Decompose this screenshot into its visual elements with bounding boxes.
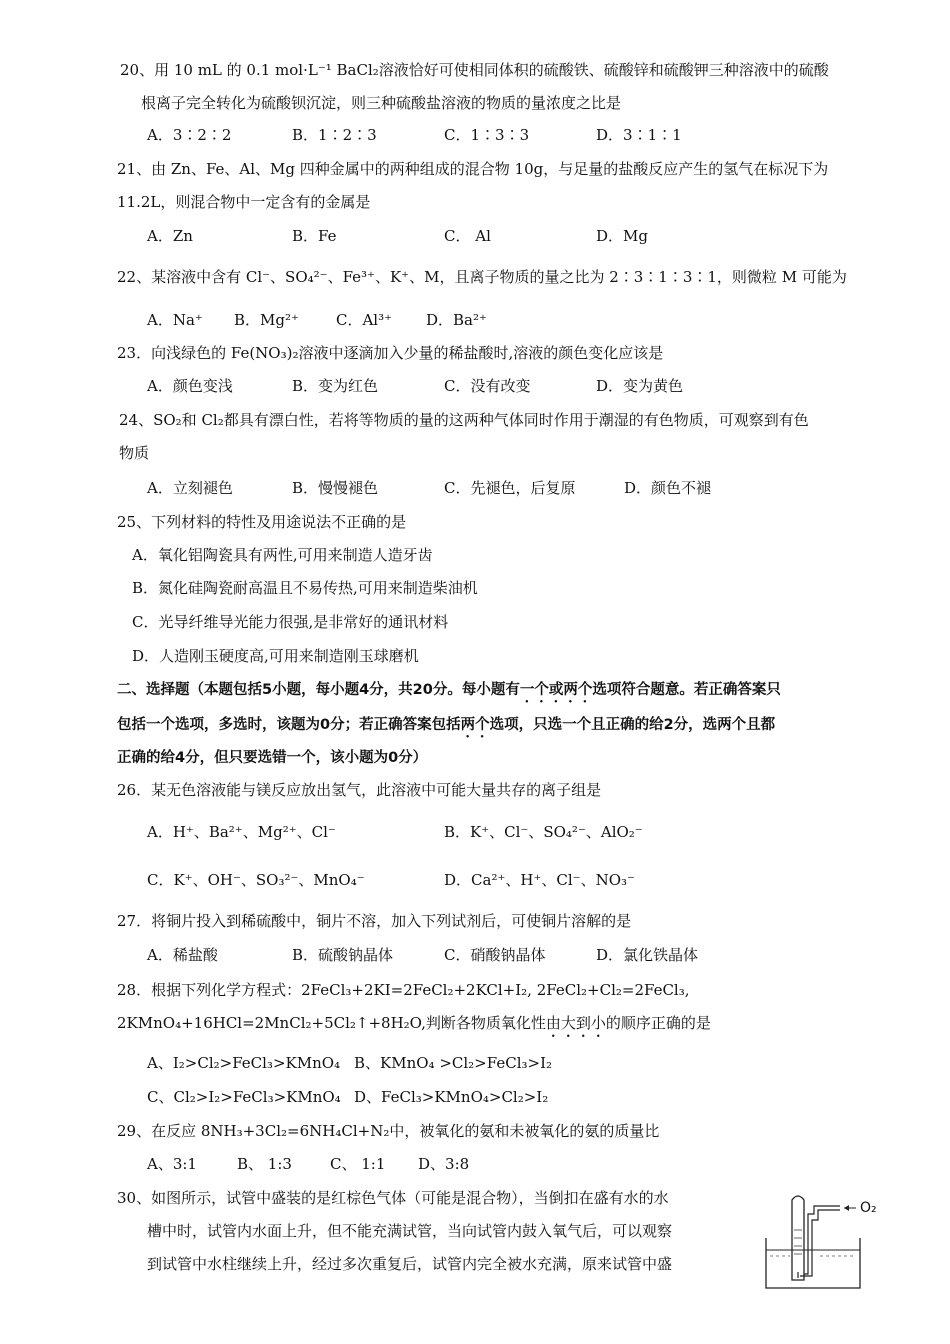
q27-line1: 27．将铜片投入到稀硫酸中，铜片不溶，加入下列试剂后，可使铜片溶解的是	[117, 912, 632, 930]
q25-option-d: D．人造刚玉硬度高,可用来制造刚玉球磨机	[132, 647, 419, 665]
q30-line1: 30、如图所示，试管中盛装的是红棕色气体（可能是混合物），当倒扣在盛有水的水	[117, 1189, 669, 1207]
q27-option-a: A．稀盐酸	[147, 946, 218, 964]
q30-line3: 到试管中水柱继续上升，经过多次重复后，试管内完全被水充满，原来试管中盛	[147, 1255, 673, 1273]
q23-option-b: B．变为红色	[292, 377, 379, 395]
q23-option-d: D．变为黄色	[596, 377, 684, 395]
q29-option-d: D、3:8	[418, 1155, 470, 1173]
q28-option-b: B、KMnO₄ >Cl₂>FeCl₃>I₂	[354, 1054, 553, 1072]
q28-option-d: D、FeCl₃>KMnO₄>Cl₂>I₂	[354, 1088, 549, 1106]
q20-option-a: A．3∶2∶2	[147, 126, 232, 144]
q28-option-a: A、I₂>Cl₂>FeCl₃>KMnO₄	[147, 1054, 341, 1072]
q23-line1: 23．向浅绿色的 Fe(NO₃)₂溶液中逐滴加入少量的稀盐酸时,溶液的颜色变化应该是	[117, 344, 664, 362]
q22-option-d: D．Ba²⁺	[426, 311, 487, 329]
q28-line2: 2KMnO₄+16HCl=2MnCl₂+5Cl₂↑+8H₂O,判断各物质氧化性由大到小的顺序正确的是	[117, 1014, 711, 1032]
q26-line1: 26．某无色溶液能与镁反应放出氢气，此溶液中可能大量共存的离子组是	[117, 781, 602, 799]
q20-line2: 根离子完全转化为硫酸钡沉淀，则三种硫酸盐溶液的物质的量浓度之比是	[141, 94, 622, 112]
q22-option-b: B．Mg²⁺	[234, 311, 299, 329]
q26-option-d: D．Ca²⁺、H⁺、Cl⁻、NO₃⁻	[444, 871, 635, 889]
section2-line1: 二、选择题（本题包括5小题，每小题4分，共20分。每小题有一个或两个选项符合题意。若正确答案只	[117, 682, 781, 698]
q27-option-c: C．硝酸钠晶体	[444, 946, 546, 964]
q23-option-a: A．颜色变浅	[147, 377, 233, 395]
q22-option-c: C．Al³⁺	[336, 311, 393, 329]
q24-option-c: C．先褪色，后复原	[444, 479, 576, 497]
q20-option-b: B．1∶2∶3	[292, 126, 377, 144]
q20-option-c: C．1∶3∶3	[444, 126, 530, 144]
q24-option-b: B．慢慢褪色	[292, 479, 379, 497]
q26-option-a: A．H⁺、Ba²⁺、Mg²⁺、Cl⁻	[147, 823, 336, 841]
q25-option-b: B．氮化硅陶瓷耐高温且不易传热,可用来制造柴油机	[132, 579, 478, 597]
q21-line2: 11.2L，则混合物中一定含有的金属是	[117, 193, 371, 211]
q27-option-d: D．氯化铁晶体	[596, 946, 699, 964]
q28-line1: 28．根据下列化学方程式：2FeCl₃+2KI=2FeCl₂+2KCl+I₂, 2FeCl₂+Cl₂=2FeCl₃,	[117, 981, 690, 999]
q24-line2: 物质	[119, 444, 150, 462]
q21-option-a: A．Zn	[147, 227, 193, 245]
section2-emphasis-one-or-two: 一个或两个	[519, 682, 593, 698]
section2-emphasis-two: 两个	[460, 717, 490, 733]
q29-option-c: C、 1:1	[330, 1155, 386, 1173]
q28-option-c: C、Cl₂>I₂>FeCl₃>KMnO₄	[147, 1088, 341, 1106]
q22-option-a: A．Na⁺	[147, 311, 203, 329]
q24-option-d: D．颜色不褪	[624, 479, 712, 497]
q24-line1: 24、SO₂和 Cl₂都具有漂白性，若将等物质的量的这两种气体同时作用于潮湿的有色物质，可观察到有色	[119, 411, 809, 429]
q28-emphasis: 由大到小	[545, 1014, 606, 1032]
q25-option-c: C．光导纤维导光能力很强,是非常好的通讯材料	[132, 613, 449, 631]
q26-option-c: C．K⁺、OH⁻、SO₃²⁻、MnO₄⁻	[147, 871, 365, 889]
q30-figure-label-o2: O₂	[860, 1200, 877, 1216]
q21-option-b: B．Fe	[292, 227, 337, 245]
q30-line2: 槽中时，试管内水面上升，但不能充满试管，当向试管内鼓入氧气后，可以观察	[147, 1222, 673, 1240]
q29-option-a: A、3:1	[147, 1155, 197, 1173]
q29-line1: 29、在反应 8NH₃+3Cl₂=6NH₄Cl+N₂中，被氧化的氨和未被氧化的氨的质量比	[117, 1122, 660, 1140]
q22-line1: 22、某溶液中含有 Cl⁻、SO₄²⁻、Fe³⁺、K⁺、M，且离子物质的量之比为 2∶3∶1∶3∶1，则微粒 M 可能为	[117, 268, 847, 286]
q25-option-a: A．氧化铝陶瓷具有两性,可用来制造人造牙齿	[132, 546, 433, 564]
q25-line1: 25、下列材料的特性及用途说法不正确的是	[117, 513, 407, 531]
q21-option-c: C． Al	[444, 227, 491, 245]
q24-option-a: A．立刻褪色	[147, 479, 233, 497]
q21-line1: 21、由 Zn、Fe、Al、Mg 四种金属中的两种组成的混合物 10g，与足量的盐酸反应产生的氢气在标况下为	[117, 160, 829, 178]
section2-line3: 正确的给4分，但只要选错一个，该小题为0分）	[117, 750, 428, 766]
q21-option-d: D．Mg	[596, 227, 648, 245]
q29-option-b: B、 1:3	[237, 1155, 292, 1173]
q23-option-c: C．没有改变	[444, 377, 531, 395]
q20-option-d: D．3∶1∶1	[596, 126, 682, 144]
q27-option-b: B．硫酸钠晶体	[292, 946, 394, 964]
section2-line2: 包括一个选项，多选时，该题为0分；若正确答案包括两个选项，只选一个且正确的给2分，选两个且都	[117, 717, 776, 733]
q26-option-b: B．K⁺、Cl⁻、SO₄²⁻、AlO₂⁻	[444, 823, 643, 841]
q20-line1: 20、用 10 mL 的 0.1 mol·L⁻¹ BaCl₂溶液恰好可使相同体积的硫酸铁、硫酸锌和硫酸钾三种溶液中的硫酸	[120, 61, 829, 79]
